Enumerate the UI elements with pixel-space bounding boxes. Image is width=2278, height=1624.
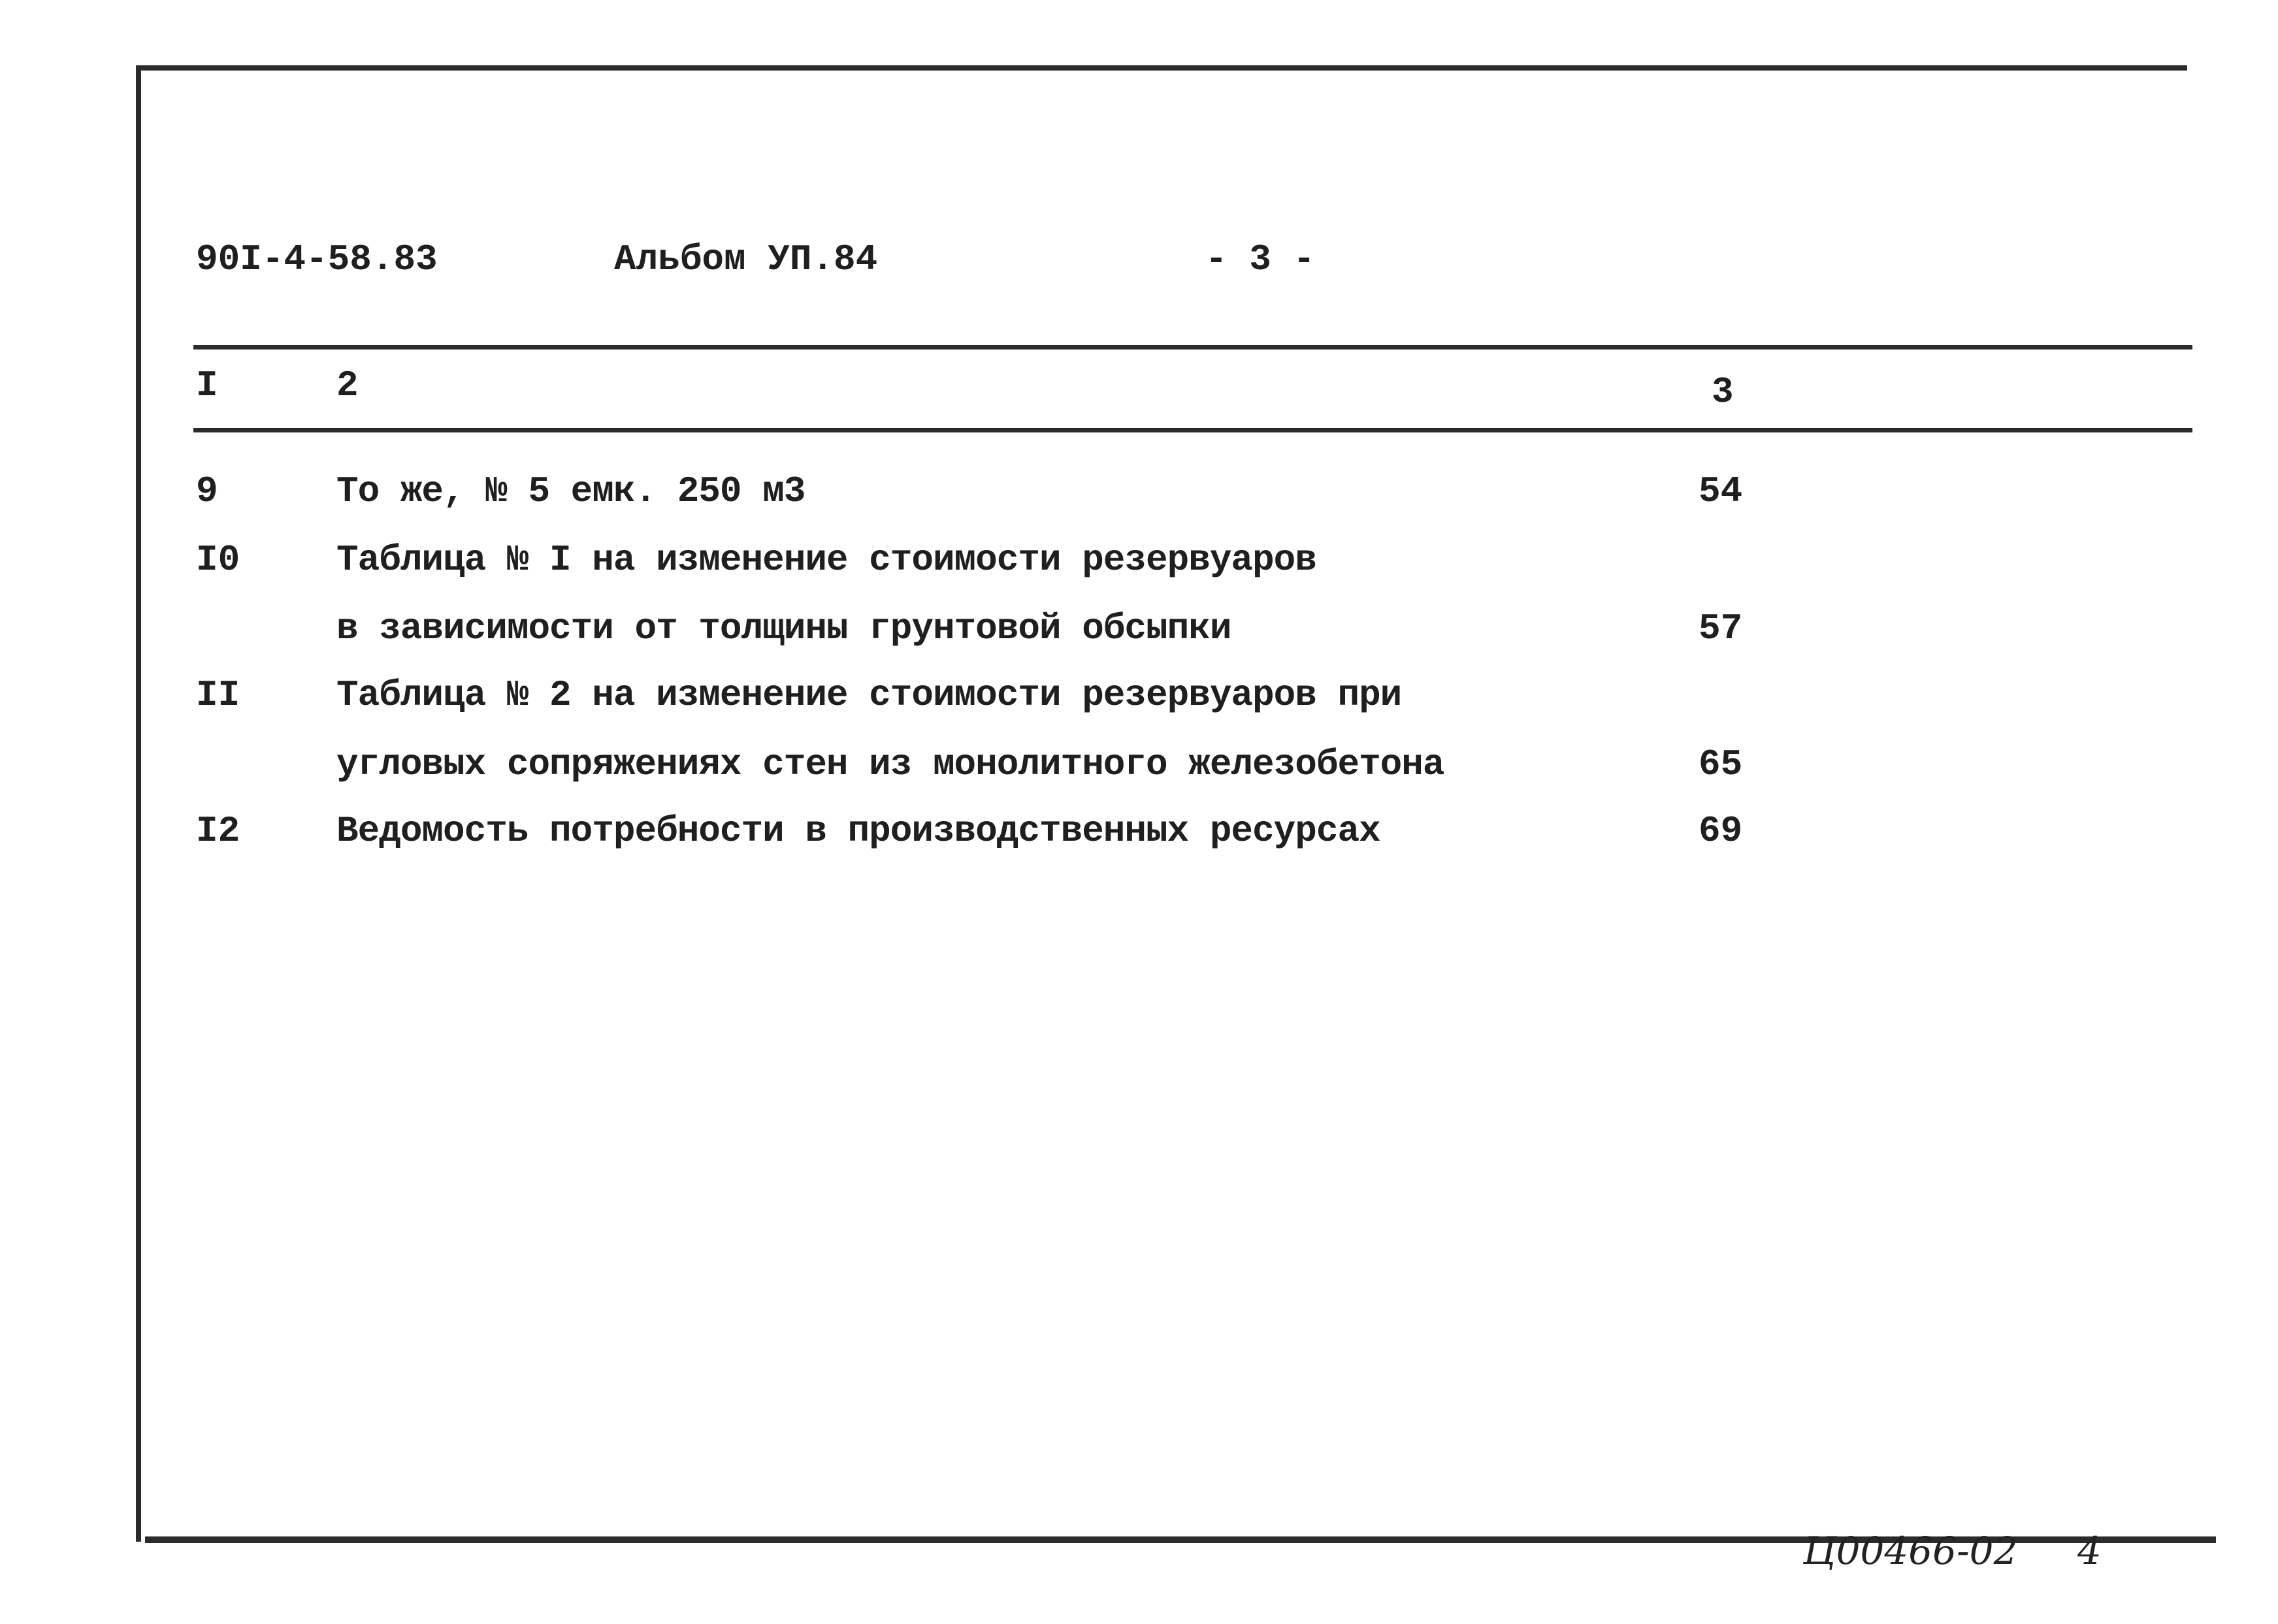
row-number: I0 — [196, 539, 240, 581]
frame-left-border — [136, 65, 141, 1542]
row-text: в зависимости от толщины грунтовой обсыпки — [336, 608, 1231, 649]
frame-top-border — [136, 65, 2187, 71]
row-number: I2 — [196, 810, 240, 852]
album-label: Альбом УП.84 — [614, 238, 878, 280]
document-code: 90I-4-58.83 — [196, 238, 438, 280]
column-header-3: 3 — [1712, 371, 1734, 413]
column-header-1: I — [196, 365, 218, 406]
column-header-2: 2 — [336, 365, 359, 406]
row-page: 57 — [1699, 608, 1743, 649]
handwritten-stamp: Ц00466-02 — [1803, 1529, 2018, 1573]
row-text: Таблица № 2 на изменение стоимости резервуаров при — [336, 674, 1402, 716]
row-text: Таблица № I на изменение стоимости резервуаров — [336, 539, 1316, 581]
page-number: - 3 - — [1205, 238, 1316, 280]
row-number: II — [196, 674, 240, 716]
handwritten-sheet-number: 4 — [2077, 1529, 2102, 1573]
row-page: 54 — [1699, 470, 1743, 512]
row-text: То же, № 5 емк. 250 м3 — [336, 470, 805, 512]
table-top-rule — [193, 345, 2192, 349]
row-text: угловых сопряжениях стен из монолитного железобетона — [336, 743, 1444, 785]
row-page: 69 — [1699, 810, 1743, 852]
table-header-rule — [193, 428, 2192, 432]
row-text: Ведомость потребности в производственных ресурсах — [336, 810, 1380, 852]
row-number: 9 — [196, 470, 218, 512]
row-page: 65 — [1699, 743, 1743, 785]
